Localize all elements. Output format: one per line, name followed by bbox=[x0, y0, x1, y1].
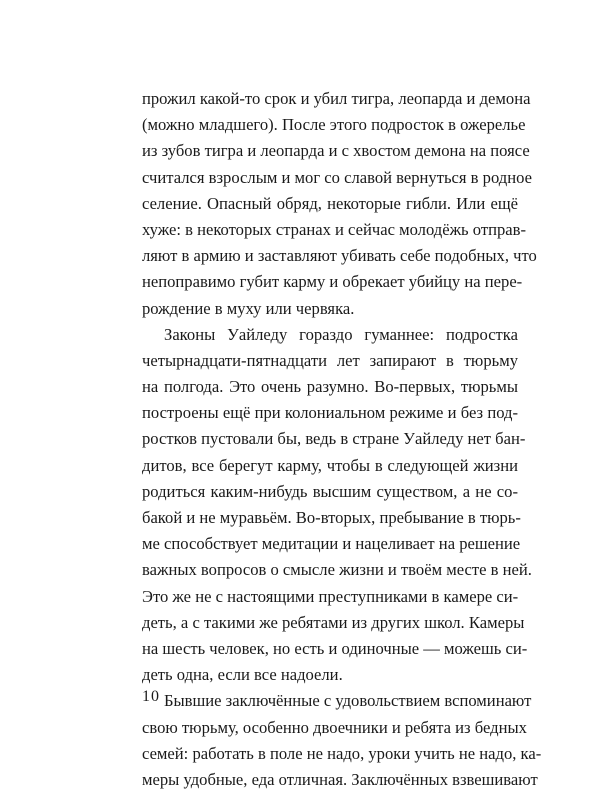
text-line: непоправимо губит карму и обрекает убийцу на пере- bbox=[142, 272, 523, 292]
text-line: дитов, все берегут карму, чтобы в следующей жизни bbox=[142, 455, 518, 475]
text-line: четырнадцати-пятнадцати лет запирают в тюрьму bbox=[142, 350, 518, 370]
text-line: считался взрослым и мог со славой вернуться в родное bbox=[142, 167, 532, 187]
text-line: свою тюрьму, особенно двоечники и ребята из бедных bbox=[142, 717, 527, 737]
text-line: рождение в муху или червяка. bbox=[142, 298, 355, 318]
text-line: хуже: в некоторых странах и сейчас молодёжь отправ- bbox=[142, 219, 526, 239]
text-line: на полгода. Это очень разумно. Во-первых, тюрьмы bbox=[142, 377, 518, 397]
body-text bbox=[142, 86, 542, 793]
text-line: (можно младшего). После этого подросток в ожерелье bbox=[142, 115, 526, 135]
text-line: прожил какой-то срок и убил тигра, леопарда и демона bbox=[142, 89, 531, 108]
text-line: бакой и не муравьём. Во-вторых, пребывание в тюрь- bbox=[142, 508, 521, 527]
paragraph-3 bbox=[142, 688, 542, 793]
text-line: ляют в армию и заставляют убивать себе подобных, что bbox=[142, 246, 537, 266]
paragraph-1 bbox=[142, 86, 537, 322]
text-line: селение. Опасный обряд, некоторые гибли. Или ещё bbox=[142, 193, 518, 213]
text-line: из зубов тигра и леопарда и с хвостом демона на поясе bbox=[142, 141, 530, 161]
text-line: на шесть человек, но есть и одиночные — можешь си- bbox=[142, 638, 528, 658]
text-line: деть одна, если все надоели. bbox=[142, 665, 343, 685]
text-line: меры удобные, еда отличная. Заключённых взвешивают bbox=[142, 769, 538, 789]
paragraph-2 bbox=[142, 322, 532, 689]
text-line: ростков пустовали бы, ведь в стране Уайледу нет бан- bbox=[142, 429, 526, 449]
text-line: Бывшие заключённые с удовольствием вспоминают bbox=[164, 691, 532, 711]
text-line: семей: работать в поле не надо, уроки учить не надо, ка- bbox=[142, 743, 542, 763]
text-line: ме способствует медитации и нацеливает на решение bbox=[142, 534, 521, 554]
text-line: важных вопросов о смысле жизни и твоём месте в ней. bbox=[142, 560, 532, 580]
text-line: построены ещё при колониальном режиме и без под- bbox=[142, 403, 518, 423]
text-line: Законы Уайледу гораздо гуманнее: подростка bbox=[164, 324, 518, 344]
text-line: родиться каким-нибудь высшим существом, а не со- bbox=[142, 481, 518, 501]
text-line: деть, а с такими же ребятами из других школ. Камеры bbox=[142, 612, 525, 632]
page-number: 10 bbox=[142, 688, 160, 705]
text-line: Это же не с настоящими преступниками в камере си- bbox=[142, 586, 519, 606]
